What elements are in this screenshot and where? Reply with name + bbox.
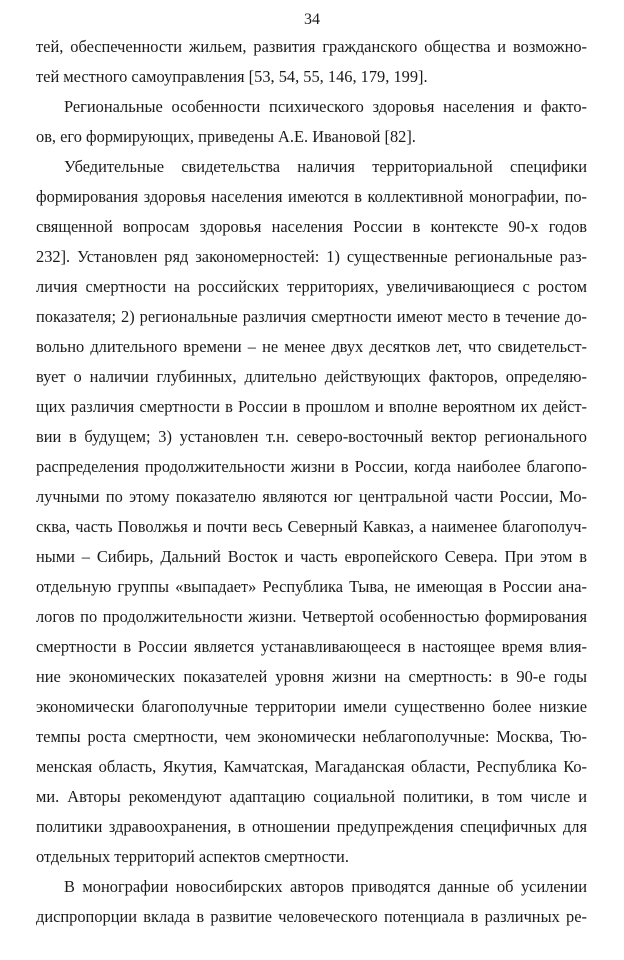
text-line: щих различия смертности в России в прошлом и вполне вероятном их дейст- — [36, 397, 587, 416]
text-line: политики здравоохранения, в отношении предупреждения специфичных для — [36, 817, 587, 836]
text-line: распределения продолжительности жизни в России, когда наиболее благопо- — [36, 457, 587, 476]
text-line: экономически благополучные территории имели существенно более низкие — [36, 697, 587, 716]
text-line: вует о наличии глубинных, длительно действующих факторов, определяю- — [36, 367, 587, 386]
text-line: тей местного самоуправления [53, 54, 55, 146, 179, 199]. — [36, 67, 428, 86]
text-line: ными – Сибирь, Дальний Восток и часть европейского Севера. При этом в — [36, 547, 587, 566]
text-line: ов, его формирующих, приведены А.Е. Ивановой [82]. — [36, 127, 416, 146]
text-line: отдельных территорий аспектов смертности. — [36, 847, 349, 866]
text-line: формирования здоровья населения имеются в коллективной монографии, по- — [36, 187, 587, 206]
page-number: 34 — [304, 11, 320, 28]
text-line: отдельную группы «выпадает» Республика Тыва, не имеющая в России ана- — [36, 577, 587, 596]
text-line: ми. Авторы рекомендуют адаптацию социальной политики, в том числе и — [36, 787, 587, 806]
text-line: лучными по этому показателю являются юг центральной части России, Мо- — [36, 487, 587, 506]
text-line: В монографии новосибирских авторов приводятся данные об усилении — [64, 877, 587, 896]
text-line: ние экономических показателей уровня жизни на смертность: в 90-е годы — [36, 667, 587, 686]
text-line: 232]. Установлен ряд закономерностей: 1) существенные региональные раз- — [36, 247, 587, 266]
text-line: священной вопросам здоровья населения России в контексте 90-х годов — [36, 217, 587, 236]
text-line: менская область, Якутия, Камчатская, Магаданская области, Республика Ко- — [36, 757, 587, 776]
text-line: вии в будущем; 3) установлен т.н. северо-восточный вектор регионального — [36, 427, 587, 446]
text-line: Региональные особенности психического здоровья населения и факто- — [64, 97, 587, 116]
text-line: показателя; 2) региональные различия смертности имеют место в течение до- — [36, 307, 587, 326]
text-line: темпы роста смертности, чем экономически неблагополучные: Москва, Тю- — [36, 727, 587, 746]
text-line: Убедительные свидетельства наличия территориальной специфики — [64, 157, 587, 176]
text-line: тей, обеспеченности жильем, развития гражданского общества и возможно- — [36, 37, 587, 56]
text-line: логов по продолжительности жизни. Четвертой особенностью формирования — [36, 607, 587, 626]
text-line: вольно длительного времени – не менее двух десятков лет, что свидетельст- — [36, 337, 587, 356]
text-line: смертности в России является устанавливающееся в настоящее время влия- — [36, 637, 587, 656]
text-line: личия смертности на российских территориях, увеличивающиеся с ростом — [36, 277, 587, 296]
text-line: сква, часть Поволжья и почти весь Северный Кавказ, а наименее благополуч- — [36, 517, 587, 536]
text-line: диспропорции вклада в развитие человеческого потенциала в различных ре- — [36, 907, 587, 926]
